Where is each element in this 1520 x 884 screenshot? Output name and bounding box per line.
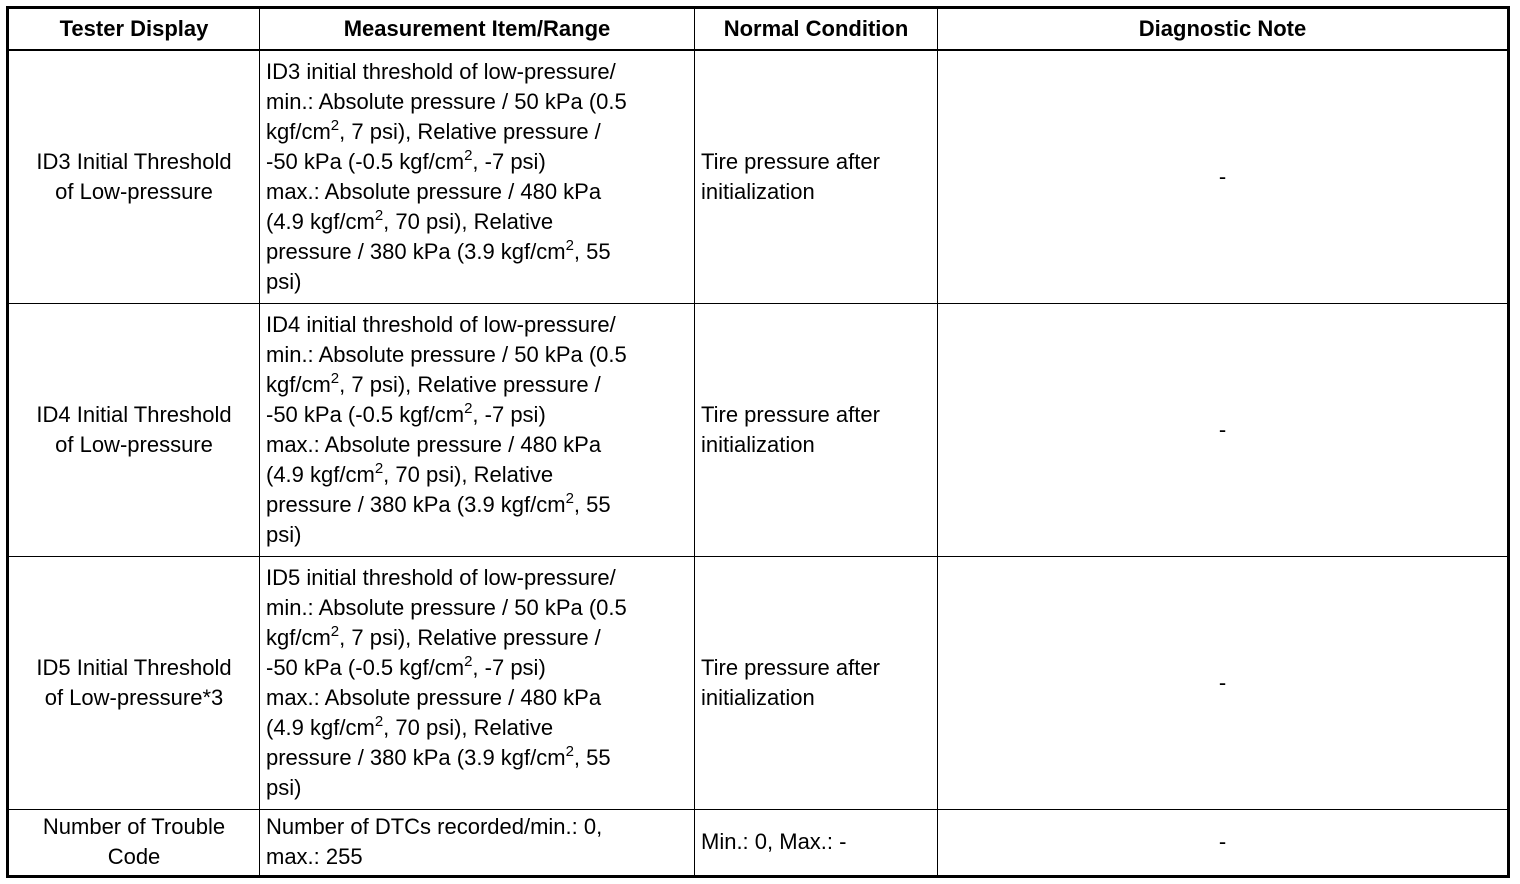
normal-condition-cell	[695, 556, 938, 809]
tester-display-cell	[8, 809, 260, 876]
header-measurement-item-range: Measurement Item/Range	[260, 8, 695, 51]
cell-line: Min.: 0, Max.: -	[701, 829, 847, 855]
cell-line: ID5 Initial Threshold	[36, 654, 232, 680]
cell-line: ID4 Initial Threshold	[36, 401, 232, 427]
cell-line: min.: Absolute pressure / 50 kPa (0.5	[266, 594, 627, 620]
cell-line: Tire pressure after	[701, 148, 880, 174]
diagnostic-note-cell: -	[938, 809, 1509, 876]
diagnostic-note-cell: -	[938, 556, 1509, 809]
cell-line: psi)	[266, 774, 302, 800]
normal-condition-cell	[695, 303, 938, 556]
cell-line: pressure / 380 kPa (3.9 kgf/$cm^2$, 55	[266, 489, 611, 517]
cell-line: ID5 initial threshold of low-pressure/	[266, 564, 616, 590]
cell-line: psi)	[266, 268, 302, 294]
cell-line: Number of DTCs recorded/min.: 0,	[266, 814, 603, 840]
tester-display-cell	[8, 50, 260, 303]
cell-line: psi)	[266, 521, 302, 547]
cell-line: min.: Absolute pressure / 50 kPa (0.5	[266, 88, 627, 114]
cell-line: max.: Absolute pressure / 480 kPa	[266, 684, 602, 710]
cell-line: Tire pressure after	[701, 654, 880, 680]
cell-line: ID4 initial threshold of low-pressure/	[266, 311, 616, 337]
measurement-range-cell	[260, 556, 695, 809]
cell-line: initialization	[701, 431, 815, 457]
cell-line: of Low-pressure*3	[44, 684, 224, 710]
cell-line: initialization	[701, 684, 815, 710]
diagnostic-note-cell: -	[938, 303, 1509, 556]
measurement-range-cell	[260, 50, 695, 303]
header-tester-display: Tester Display	[8, 8, 260, 51]
cell-line: max.: Absolute pressure / 480 kPa	[266, 178, 602, 204]
table-row	[8, 50, 1509, 303]
measurement-range-cell	[260, 809, 695, 876]
diagnostic-note-cell: -	[938, 50, 1509, 303]
header-normal-condition: Normal Condition	[695, 8, 938, 51]
cell-line: -50 kPa (-0.5 kgf/$cm^2$, -7 psi)	[266, 146, 546, 174]
cell-line: -50 kPa (-0.5 kgf/$cm^2$, -7 psi)	[266, 399, 546, 427]
header-row	[8, 8, 1509, 51]
measurement-range-cell	[260, 303, 695, 556]
cell-line: Tire pressure after	[701, 401, 880, 427]
table-row	[8, 809, 1509, 876]
cell-line: of Low-pressure	[55, 431, 213, 457]
cell-line: (4.9 kgf/$cm^2$, 70 psi), Relative	[266, 459, 554, 487]
tester-data-table	[6, 6, 1510, 878]
normal-condition-cell	[695, 50, 938, 303]
cell-line: Code	[107, 844, 161, 870]
cell-line: min.: Absolute pressure / 50 kPa (0.5	[266, 341, 627, 367]
cell-line: pressure / 380 kPa (3.9 kgf/$cm^2$, 55	[266, 742, 611, 770]
tester-display-cell	[8, 556, 260, 809]
cell-line: max.: 255	[266, 844, 363, 870]
cell-line: (4.9 kgf/$cm^2$, 70 psi), Relative	[266, 712, 554, 740]
cell-line: Number of Trouble	[42, 814, 226, 840]
cell-line: ID3 Initial Threshold	[36, 148, 232, 174]
tester-display-cell	[8, 303, 260, 556]
table-row	[8, 303, 1509, 556]
cell-line: -50 kPa (-0.5 kgf/$cm^2$, -7 psi)	[266, 652, 546, 680]
header-diagnostic-note: Diagnostic Note	[938, 8, 1509, 51]
cell-line: kgf/$cm^2$, 7 psi), Relative pressure /	[266, 622, 601, 650]
cell-line: (4.9 kgf/$cm^2$, 70 psi), Relative	[266, 206, 554, 234]
cell-line: kgf/$cm^2$, 7 psi), Relative pressure /	[266, 116, 601, 144]
cell-line: pressure / 380 kPa (3.9 kgf/$cm^2$, 55	[266, 236, 611, 264]
cell-line: of Low-pressure	[55, 178, 213, 204]
table-row	[8, 556, 1509, 809]
normal-condition-cell	[695, 809, 938, 876]
cell-line: initialization	[701, 178, 815, 204]
cell-line: max.: Absolute pressure / 480 kPa	[266, 431, 602, 457]
cell-line: ID3 initial threshold of low-pressure/	[266, 58, 616, 84]
cell-line: kgf/$cm^2$, 7 psi), Relative pressure /	[266, 369, 601, 397]
